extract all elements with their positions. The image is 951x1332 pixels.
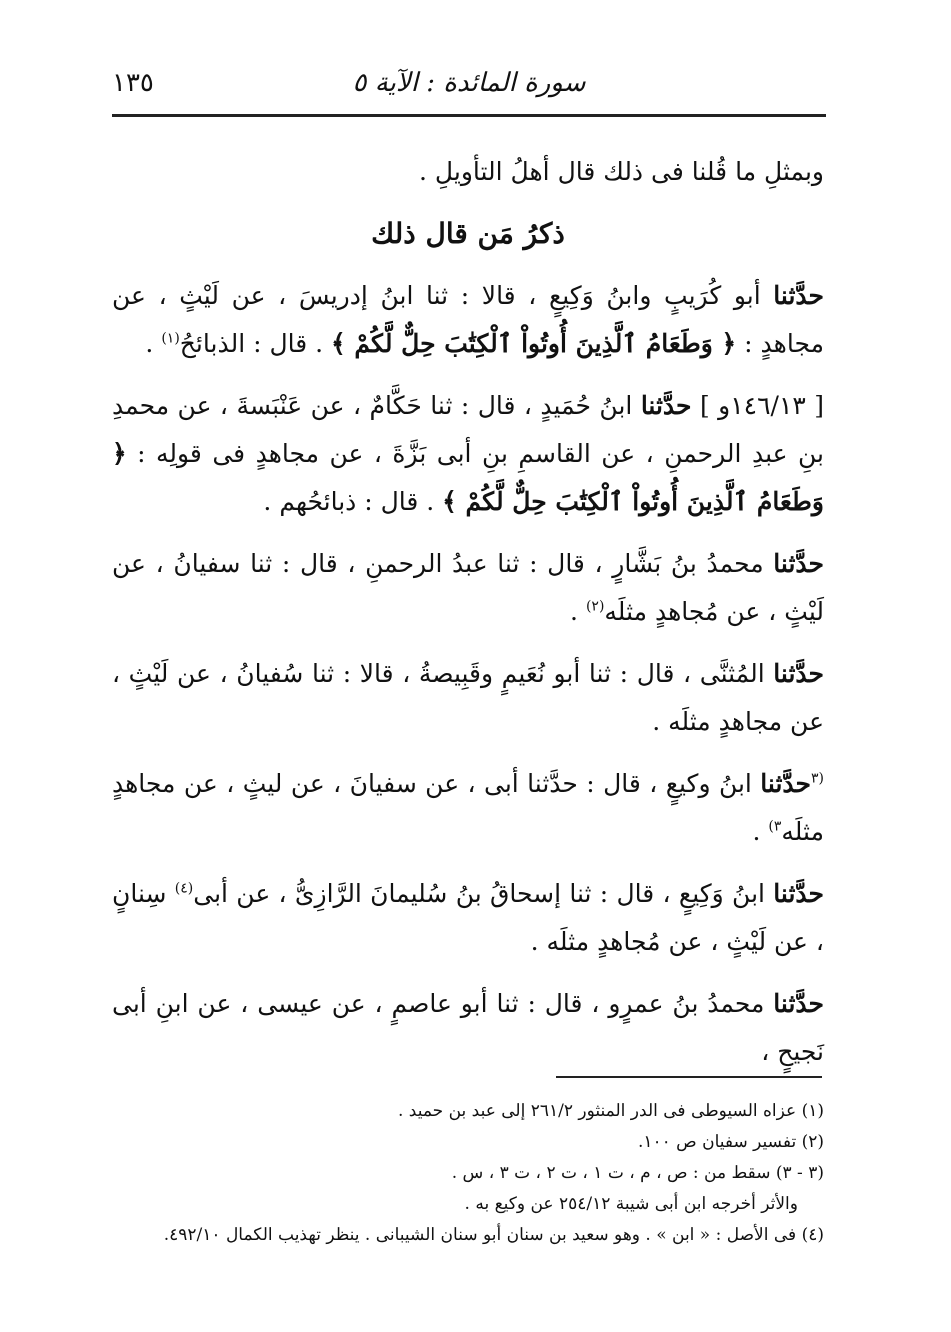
manuscript-ref: [ ١٤٦/١٣و ] <box>691 391 824 420</box>
paragraph-2 <box>112 382 824 526</box>
paragraph-intro: وبمثلِ ما قُلنا فى ذلك قال أهلُ التأويلِ . <box>419 157 824 186</box>
paragraph-4 <box>112 650 824 746</box>
paragraph-7 <box>112 980 824 1076</box>
footnote-2: (٢) تفسير سفيان ص ١٠٠. <box>637 1132 824 1152</box>
footnote-3-continued: والأثر أخرجه ابن أبى شيبة ٢٥٤/١٢ عن وكيع به . <box>464 1194 798 1214</box>
narration-text: ابنُ وكيعٍ ، قال : حدَّثنا أبى ، عن سفيانَ ، عن ليثٍ ، عن مجاهدٍ مثلَه <box>112 769 824 846</box>
narration-tail: . قال : ذبائحُهم . <box>263 487 443 516</box>
narration-text: محمدُ بنُ بَشَّارٍ ، قال : ثنا عبدُ الرحمنِ ، قال : ثنا سفيانُ ، عن لَيْثٍ ، عن مُجاهدٍ مثلَه <box>112 549 824 626</box>
paragraph-6 <box>112 870 824 966</box>
header-rule <box>112 114 826 117</box>
narration-keyword: حدَّثنا <box>760 769 811 798</box>
footnote-1: (١) عزاه السيوطى فى الدر المنثور ٢٦١/٢ إلى عبد بن حميد . <box>397 1101 824 1121</box>
narration-text: المُثنَّى ، قال : ثنا أبو نُعَيمٍ وقَبِيصةُ ، قالا : ثنا سُفيانُ ، عن لَيْثٍ ، عن مجاهدٍ مثلَه . <box>112 659 824 736</box>
section-heading: ذكرُ مَن قال ذلك <box>371 217 565 250</box>
narration-end: . <box>752 817 769 846</box>
main-text <box>112 148 824 1090</box>
paragraph-3 <box>112 540 824 636</box>
narration-tail: سِنانٍ ، عن لَيْثٍ ، عن مُجاهدٍ مثلَه . <box>112 879 824 956</box>
footnote-3: (٣ - ٣) سقط من : ص ، م ، ت ١ ، ت ٢ ، ت ٣ ، س . <box>451 1163 824 1183</box>
narration-keyword: حدَّثنا <box>773 659 824 688</box>
footnotes <box>112 1096 824 1251</box>
footnote-marker-close: ٣) <box>768 818 782 835</box>
narration-text: أبو كُرَيبٍ وابنُ وَكِيعٍ ، قالا : ثنا ابنُ إدريسَ ، عن لَيْثٍ ، عن مجاهدٍ : <box>112 281 824 358</box>
narration-end: . <box>145 329 162 358</box>
narration-text: محمدُ بنُ عمرٍو ، قال : ثنا أبو عاصمٍ ، عن عيسى ، عن ابنِ أبى نَجيحٍ ، <box>112 989 824 1066</box>
narration-tail: . قال : الذبائحُ <box>179 329 332 358</box>
footnote-marker: (١) <box>161 330 180 347</box>
narration-keyword: حدَّثنا <box>640 391 692 420</box>
footnote-marker: (٤) <box>174 880 194 897</box>
narration-keyword: حدَّثنا <box>773 549 824 578</box>
footnote-4: (٤) فى الأصل : « ابن » . وهو سعيد بن سنان أبو سنان الشيبانى . ينظر تهذيب الكمال ٤٩٢/١٠. <box>163 1225 824 1245</box>
page-number: ١٣٥ <box>112 68 154 98</box>
footnote-marker-open: (٣ <box>811 770 824 787</box>
page-header <box>112 62 826 114</box>
narration-end: . <box>570 597 586 626</box>
footnote-rule <box>556 1076 822 1078</box>
narration-text: ابنُ حُمَيدٍ ، قال : ثنا حَكَّامٌ ، عن عَنْبَسةَ ، عن محمدِ بنِ عبدِ الرحمنِ ، عن القاسمِ بنِ أبى بَزَّةَ ، عن مجاهدٍ فى قولِه : <box>112 391 824 468</box>
narration-text: ابنُ وَكِيعٍ ، قال : ثنا إسحاقُ بنُ سُليمانَ الرَّازِىُّ ، عن أبى <box>193 879 774 908</box>
paragraph-1 <box>112 272 824 368</box>
narration-keyword: حدَّثنا <box>773 281 824 310</box>
running-title: سورة المائدة : الآية ٥ <box>352 68 586 98</box>
narration-keyword: حدَّثنا <box>773 989 824 1018</box>
paragraph-5 <box>112 760 824 856</box>
quran-quote: ﴿ وَطَعَامُ ٱلَّذِينَ أُوتُواْ ٱلْكِتَٰبَ حِلٌّ لَّكُمْ ﴾ <box>112 439 824 516</box>
footnote-marker: (٢) <box>585 598 605 615</box>
quran-quote: ﴿ وَطَعَامُ ٱلَّذِينَ أُوتُواْ ٱلْكِتَٰبَ حِلٌّ لَّكُمْ ﴾ <box>331 329 737 358</box>
narration-keyword: حدَّثنا <box>773 879 824 908</box>
